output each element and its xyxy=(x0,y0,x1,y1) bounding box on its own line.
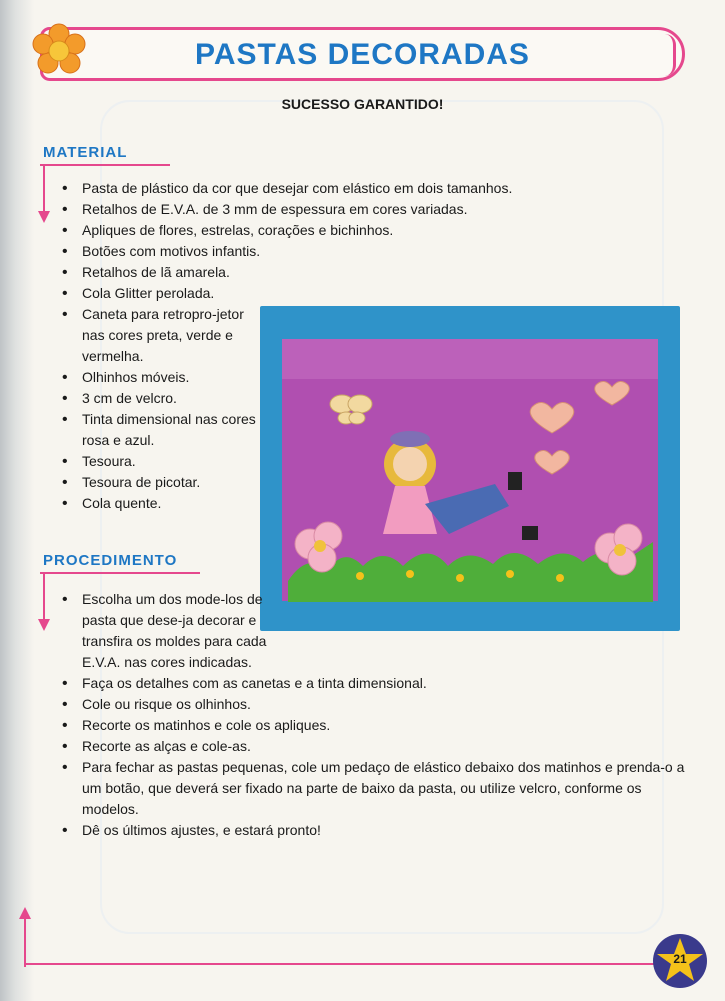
arrow-up-icon xyxy=(18,905,32,967)
flower-icon xyxy=(30,22,88,80)
page-title: PASTAS DECORADAS xyxy=(195,38,530,71)
procedure-heading: PROCEDIMENTO xyxy=(43,552,178,569)
list-item: • Tesoura. xyxy=(58,451,578,472)
list-item: • Escolha um dos mode-los de pasta que dese-ja decorar e transfira os moldes para cada E.V.A. nas cores indicadas. xyxy=(58,589,268,673)
list-item: • Olhinhos móveis. xyxy=(58,367,578,388)
folder-illustration xyxy=(260,306,680,631)
procedure-list xyxy=(58,589,686,841)
footer-line xyxy=(24,963,664,965)
list-item: • Retalhos de lã amarela. xyxy=(58,262,578,283)
list-item: • 3 cm de velcro. xyxy=(58,388,578,409)
list-item: • Recorte os matinhos e cole os apliques. xyxy=(58,715,686,736)
subtitle: SUCESSO GARANTIDO! xyxy=(281,96,444,112)
page-number: 21 xyxy=(673,952,687,966)
list-item: • Caneta para retropro-jetor nas cores preta, verde e vermelha. xyxy=(58,304,262,367)
list-item: • Pasta de plástico da cor que desejar com elástico em dois tamanhos. xyxy=(58,178,578,199)
arrow-down-icon xyxy=(37,165,51,225)
list-item: • Cola Glitter perolada. xyxy=(58,283,578,304)
list-item: • Cola quente. xyxy=(58,493,578,514)
list-item: • Retalhos de E.V.A. de 3 mm de espessura em cores variadas. xyxy=(58,199,578,220)
list-item: • Tesoura de picotar. xyxy=(58,472,578,493)
list-item: • Para fechar as pastas pequenas, cole um pedaço de elástico debaixo dos matinhos e prenda-o a um botão, que deverá ser fixado na parte de baixo da pasta, ou utilize velcro, conforme os modelos. xyxy=(58,757,686,820)
list-item: • Dê os últimos ajustes, e estará pronto! xyxy=(58,820,686,841)
title-banner xyxy=(40,27,685,81)
list-item: • Recorte as alças e cole-as. xyxy=(58,736,686,757)
procedure-heading-line xyxy=(40,572,200,574)
decorated-folder-photo xyxy=(260,306,680,631)
material-heading: MATERIAL xyxy=(43,144,128,161)
material-heading-line xyxy=(40,164,170,166)
list-item: • Faça os detalhes com as canetas e a tinta dimensional. xyxy=(58,673,686,694)
list-item: • Apliques de flores, estrelas, corações e bichinhos. xyxy=(58,220,578,241)
arrow-down-icon xyxy=(37,573,51,633)
page-edge-shadow xyxy=(0,0,34,1001)
list-item: • Cole ou risque os olhinhos. xyxy=(58,694,686,715)
list-item: • Tinta dimensional nas cores rosa e azul. xyxy=(58,409,262,451)
list-item: • Botões com motivos infantis. xyxy=(58,241,578,262)
